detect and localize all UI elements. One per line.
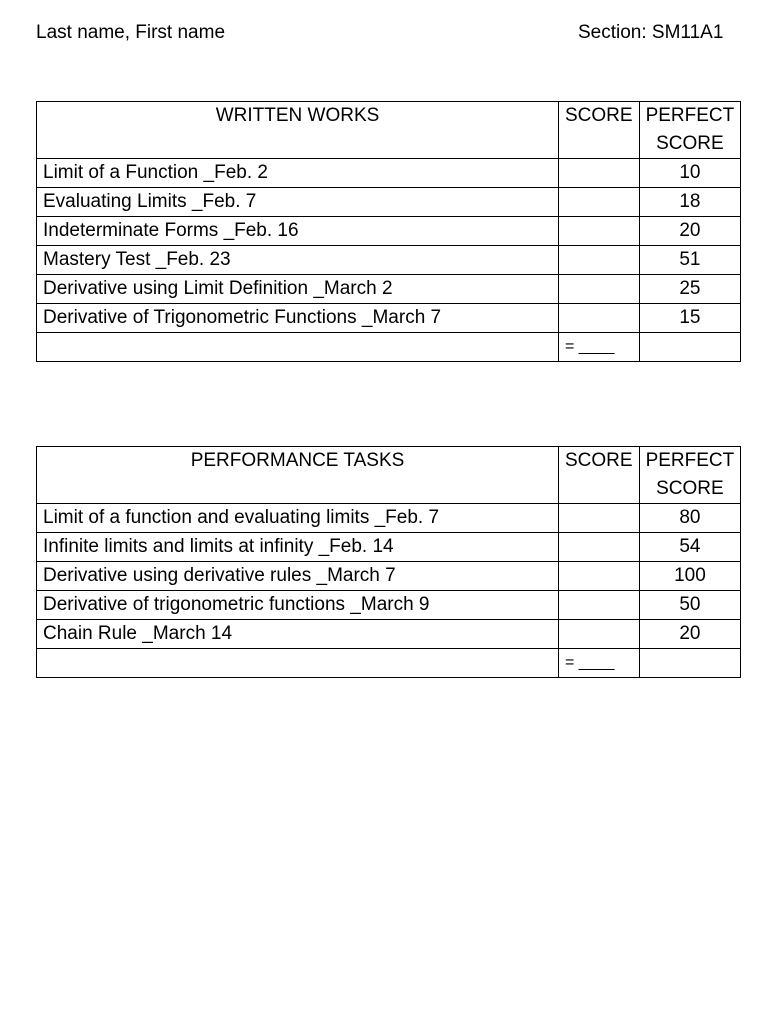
table-row	[37, 188, 741, 217]
total-score-blank[interactable]: = ____	[559, 333, 640, 362]
score-cell[interactable]	[559, 246, 640, 275]
written-works-title: WRITTEN WORKS	[37, 102, 559, 159]
perfect-score: 20	[639, 620, 741, 649]
perfect-score: 10	[639, 159, 741, 188]
activity-name: Derivative of trigonometric functions _March 9	[37, 591, 559, 620]
activity-name: Limit of a Function _Feb. 2	[37, 159, 559, 188]
total-row	[37, 333, 741, 362]
score-column-header: SCORE	[559, 102, 640, 159]
table-row	[37, 217, 741, 246]
activity-name: Evaluating Limits _Feb. 7	[37, 188, 559, 217]
activity-name: Indeterminate Forms _Feb. 16	[37, 217, 559, 246]
perfect-score: 80	[639, 504, 741, 533]
performance-tasks-title: PERFORMANCE TASKS	[37, 447, 559, 504]
activity-name: Mastery Test _Feb. 23	[37, 246, 559, 275]
written-works-table	[36, 101, 741, 362]
activity-name: Chain Rule _March 14	[37, 620, 559, 649]
total-label-cell	[37, 333, 559, 362]
activity-name: Limit of a function and evaluating limits _Feb. 7	[37, 504, 559, 533]
table-header-row	[37, 447, 741, 476]
score-cell[interactable]	[559, 188, 640, 217]
score-cell[interactable]	[559, 591, 640, 620]
perfect-score: 18	[639, 188, 741, 217]
perfect-score: 50	[639, 591, 741, 620]
perfect-column-header: PERFECT	[639, 102, 741, 131]
score-cell[interactable]	[559, 533, 640, 562]
perfect-score: 51	[639, 246, 741, 275]
perfect-column-header: PERFECT	[639, 447, 741, 476]
score-cell[interactable]	[559, 217, 640, 246]
table-row	[37, 246, 741, 275]
name-label: Last name, First name	[36, 22, 226, 43]
total-label-cell	[37, 649, 559, 678]
table-row	[37, 159, 741, 188]
activity-name: Infinite limits and limits at infinity _Feb. 14	[37, 533, 559, 562]
total-row	[37, 649, 741, 678]
perfect-score: 54	[639, 533, 741, 562]
performance-tasks-table	[36, 446, 741, 678]
perfect-score: 100	[639, 562, 741, 591]
perfect-column-header-line2: SCORE	[639, 475, 741, 504]
table-row	[37, 275, 741, 304]
score-cell[interactable]	[559, 504, 640, 533]
score-cell[interactable]	[559, 304, 640, 333]
score-cell[interactable]	[559, 562, 640, 591]
table-row	[37, 620, 741, 649]
activity-name: Derivative using Limit Definition _March 2	[37, 275, 559, 304]
activity-name: Derivative using derivative rules _March 7	[37, 562, 559, 591]
perfect-score: 25	[639, 275, 741, 304]
section-label: Section: SM11A1	[578, 22, 724, 43]
score-cell[interactable]	[559, 159, 640, 188]
table-row	[37, 562, 741, 591]
perfect-score: 20	[639, 217, 741, 246]
activity-name: Derivative of Trigonometric Functions _March 7	[37, 304, 559, 333]
score-cell[interactable]	[559, 620, 640, 649]
total-perfect-cell	[639, 333, 741, 362]
table-header-row	[37, 102, 741, 131]
table-row	[37, 504, 741, 533]
table-row	[37, 591, 741, 620]
score-column-header: SCORE	[559, 447, 640, 504]
total-score-blank[interactable]: = ____	[559, 649, 640, 678]
perfect-score: 15	[639, 304, 741, 333]
perfect-column-header-line2: SCORE	[639, 130, 741, 159]
table-row	[37, 304, 741, 333]
table-row	[37, 533, 741, 562]
total-perfect-cell	[639, 649, 741, 678]
score-cell[interactable]	[559, 275, 640, 304]
